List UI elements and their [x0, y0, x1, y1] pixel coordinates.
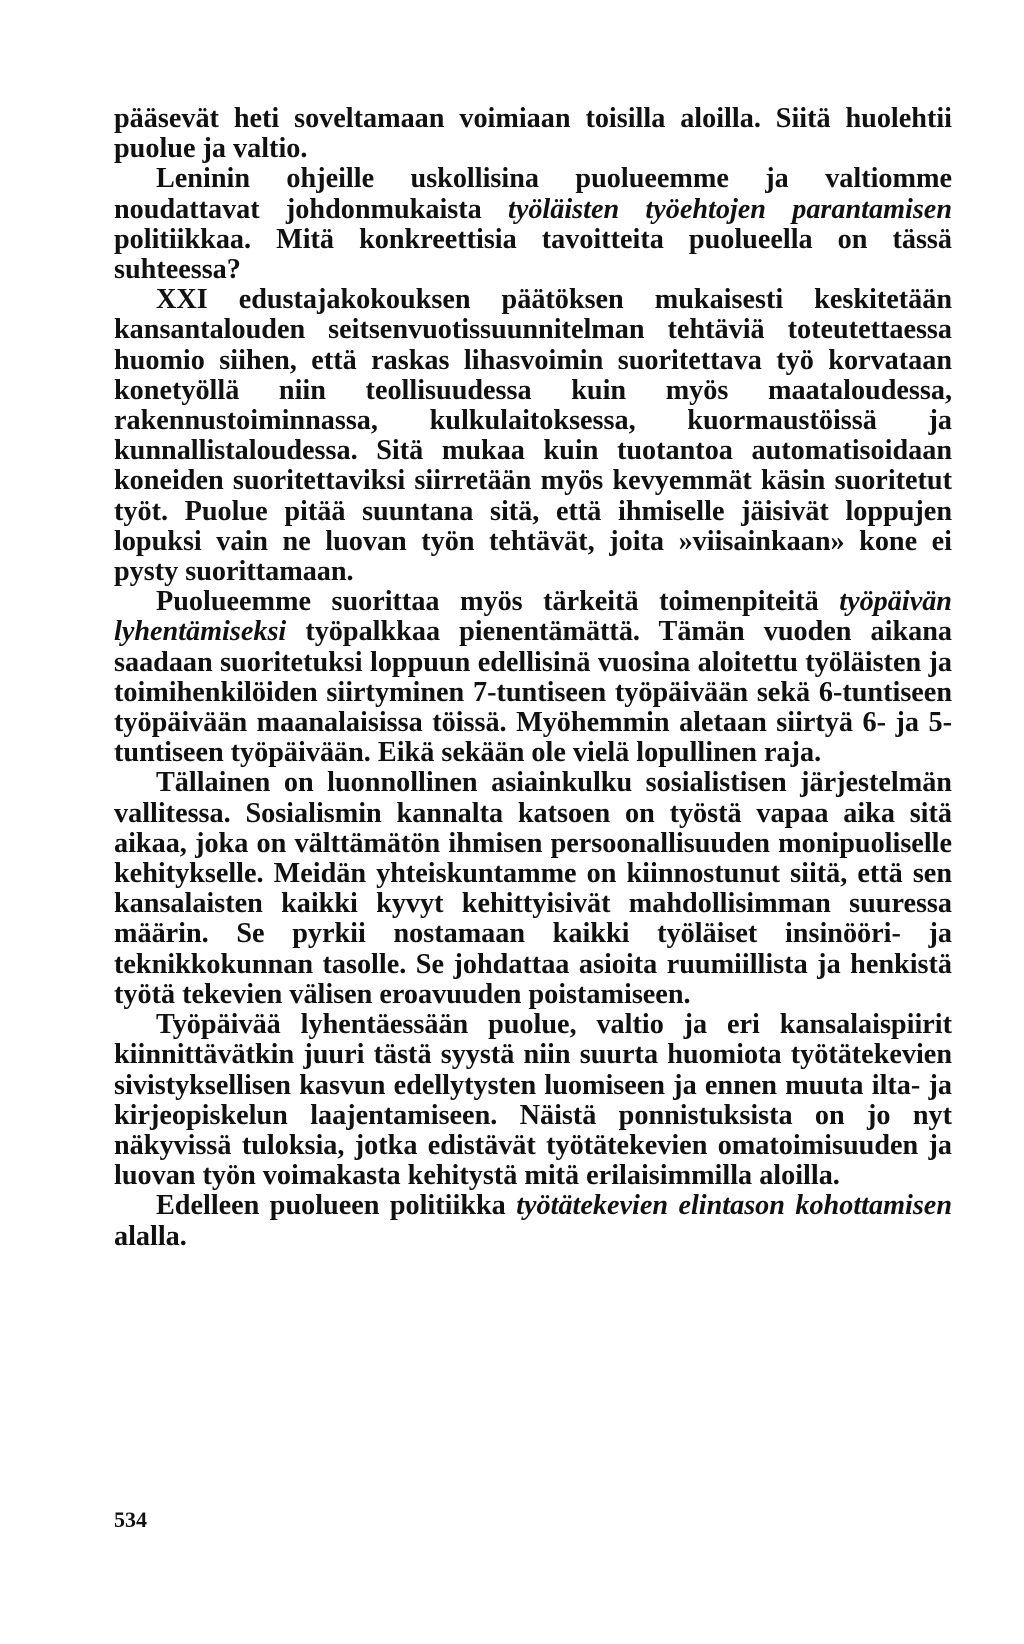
paragraph-4	[114, 587, 952, 768]
paragraph-5-text: Tällainen on luonnollinen asiainkulku sosialistisen järjestelmän vallitessa. Sosialismin kannalta katsoen on työstä vapaa aika sitä aikaa, joka on välttämätön ihmisen persoonallisuuden monipuoliselle kehitykselle. Meidän yhteiskuntamme on kiinnostunut siitä, että sen kansalaisten kaikki kyvyt kehittyisivät mahdollisimman suuressa määrin. Se pyrkii nostamaan kaikki työläiset insinööri- ja teknikkokunnan tasolle. Se johdattaa asioita ruumiillista ja henkistä työtä tekevien välisen eroavuuden poistamiseen.	[114, 767, 952, 1010]
paragraph-4-text-a: Puolueemme suorittaa myös tärkeitä toimenpiteitä	[156, 586, 840, 618]
paragraph-6-text: Työpäivää lyhentäessään puolue, valtio ja eri kansalaispiirit kiinnittävätkin juuri tästä syystä niin suurta huomiota työtätekevien sivistyksellisen kasvun edellytysten luomiseen ja ennen muuta ilta- ja kirjeopiskelun laajentamiseen. Näistä ponnistuksista on jo nyt näkyvissä tuloksia, jotka edistävät työtätekevien omatoimisuuden ja luovan työn voimakasta kehitystä mitä erilaisimmilla aloilla.	[114, 1009, 952, 1192]
paragraph-7-text-a: Edelleen puolueen politiikka	[156, 1190, 517, 1222]
paragraph-2-text-a: Leninin ohjeille uskollisina puolueemme ja valtiomme noudattavat johdonmukaista	[114, 163, 952, 225]
paragraph-7-italic-phrase: työtätekevien elintason kohottamisen	[516, 1190, 952, 1222]
paragraph-3	[114, 285, 952, 587]
paragraph-7	[114, 1191, 952, 1251]
page-body	[114, 104, 952, 1252]
paragraph-4-italic-phrase: työpäivän lyhentämiseksi	[114, 586, 952, 648]
paragraph-6	[114, 1010, 952, 1191]
paragraph-3-text: XXI edustajakokouksen päätöksen mukaisesti keskitetään kansantalouden seitsenvuotissuunnitelman tehtäviä toteutettaessa huomio siihen, että raskas lihasvoimin suoritettava työ korvataan konetyöllä niin teollisuudessa kuin myös maataloudessa, rakennustoiminnassa, kulkulaitoksessa, kuormaustöissä ja kunnallistaloudessa. Sitä mukaa kuin tuotantoa automatisoidaan koneiden suoritettaviksi siirretään myös kevyemmät käsin suoritetut työt. Puolue pitää suuntana sitä, että ihmiselle jäisivät loppujen lopuksi vain ne luovan työn tehtävät, joita »viisainkaan» kone ei pysty suorittamaan.	[114, 284, 952, 588]
paragraph-2-text-b: politiikkaa. Mitä konkreettisia tavoitteita puolueella on tässä suhteessa?	[114, 223, 952, 286]
paragraph-1	[114, 104, 952, 164]
paragraph-2	[114, 164, 952, 285]
paragraph-2-italic-phrase: työläisten työehtojen parantamisen	[507, 193, 952, 225]
page-number: 534	[114, 1507, 147, 1532]
paragraph-5	[114, 768, 952, 1010]
paragraph-1-text: pääsevät heti soveltamaan voimiaan toisilla aloilla. Siitä huolehtii puolue ja valtio.	[114, 103, 952, 165]
paragraph-4-text-b: työpalkkaa pienentämättä. Tämän vuoden aikana saadaan suoritetuksi loppuun edellisinä vuosina aloitettu työläisten ja toimihenkilöiden siirtyminen 7-tuntiseen työpäivään sekä 6-tuntiseen työpäivään maanalaisissa töissä. Myöhemmin aletaan siirtyä 6- ja 5-tuntiseen työpäivään. Eikä sekään ole vielä lopullinen raja.	[114, 616, 952, 769]
paragraph-7-text-b: alalla.	[114, 1220, 187, 1252]
